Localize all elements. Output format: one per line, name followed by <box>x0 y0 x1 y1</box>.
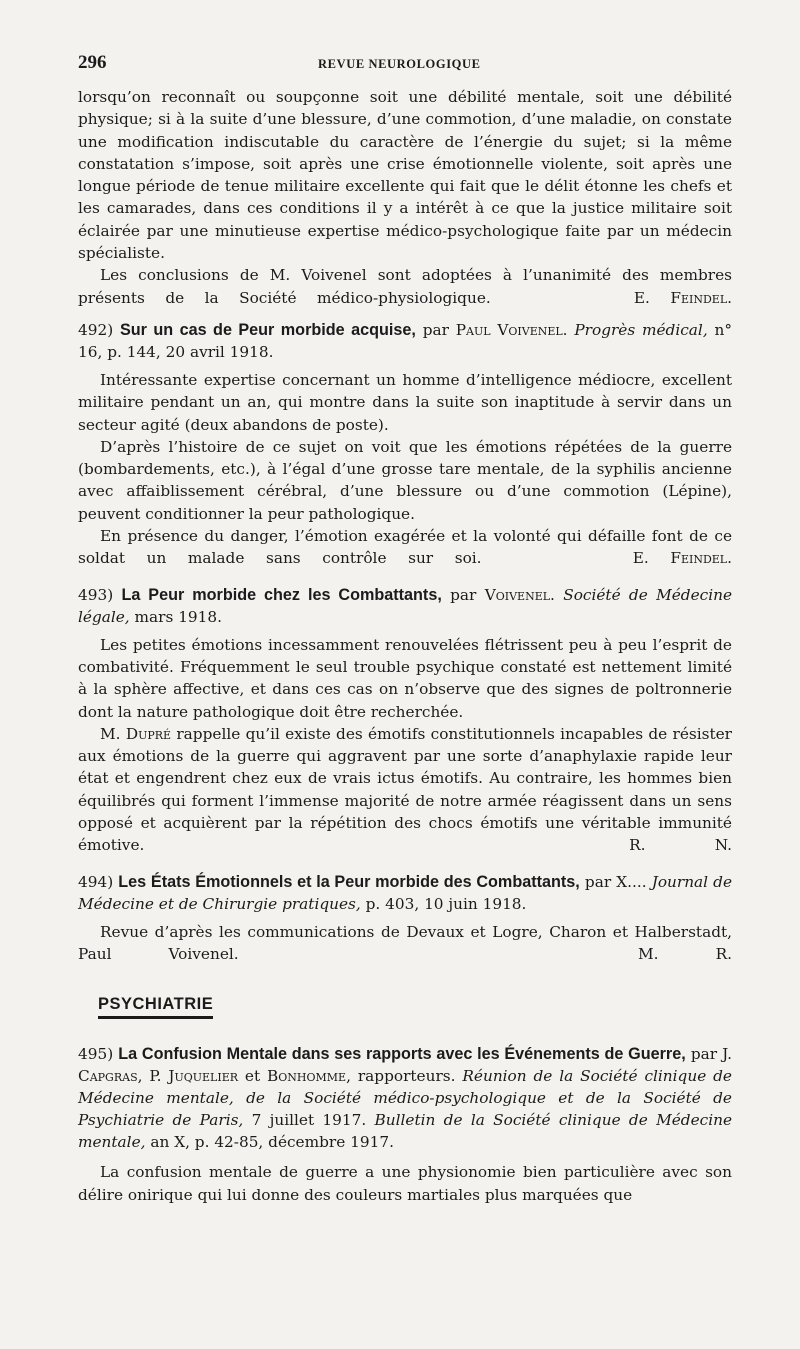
entry-author: Paul Voivenel. <box>455 320 568 339</box>
entry-by: par <box>584 872 612 891</box>
entry-author: J. Capgras, <box>78 1045 732 1086</box>
entry-heading <box>78 584 732 628</box>
entry-title: Sur un cas de Peur morbide acquise, <box>119 320 416 339</box>
entry-paragraph-text: En présence du danger, l’émotion exagérée et la volonté qui défaille font de ce soldat un malade sans contrôle sur soi. <box>78 527 732 568</box>
entry-source: Progrès médical, <box>574 320 708 339</box>
entry-494 <box>78 871 732 966</box>
entry-date: 7 juillet 1917. <box>251 1111 367 1130</box>
entry-paragraph <box>78 921 732 966</box>
entry-paragraph-text: Revue d’après les communications de Devaux et Logre, Charon et Halberstadt, Paul Voivenel. <box>78 922 732 963</box>
entry-title: Les États Émotionnels et la Peur morbide des Combattants, <box>118 872 580 891</box>
entry-heading <box>78 1043 732 1153</box>
entry-details: n° 16, p. 144, 20 avril 1918. <box>78 320 733 361</box>
entry-492 <box>78 319 732 570</box>
entry-author: P. Juquelier <box>149 1067 239 1086</box>
entry-heading <box>78 871 732 915</box>
entry-paragraph <box>78 723 732 857</box>
entry-paragraph-text: rappelle qu’il existe des émotifs constitutionnels incapables de résister aux émotions de la guerre qui aggravent par une sorte d’anaphylaxie rapide leur état et engendrent chez eux de vrais ictus émotifs. Au contraire, les hommes bien équilibrés qui forment l’immense majorité de notre armée réagissent dans un sens opposé et acquièrent par la répétition des chocs émotifs une véritable immunité émotive. <box>78 724 732 855</box>
entry-heading <box>78 319 732 363</box>
entry-by: par <box>690 1045 718 1064</box>
entry-number: 495) <box>78 1045 114 1064</box>
entry-details: p. 403, 10 juin 1918. <box>365 894 527 913</box>
entry-number: 494) <box>78 872 114 891</box>
entry-by: par <box>450 585 477 604</box>
entry-details: mars 1918. <box>134 607 222 626</box>
entry-title: La Confusion Mentale dans ses rapports avec les Événements de Guerre, <box>118 1045 686 1064</box>
entry-by: par <box>422 320 449 339</box>
intro-paragraph-2 <box>78 264 732 309</box>
entry-number: 492) <box>78 320 114 339</box>
entry-bulletin-details: an X, p. 42-85, décembre 1917. <box>150 1133 394 1152</box>
entry-495 <box>78 1043 732 1206</box>
entry-author: X.... <box>616 872 647 891</box>
entry-493 <box>78 584 732 857</box>
entry-paragraph-name: Dupré <box>125 724 172 743</box>
entry-author: Voivenel. <box>484 585 555 604</box>
entry-paragraph: Intéressante expertise concernant un homme d’intelligence médiocre, excellent militaire pendant un an, qui montre dans la suite son inaptitude à servir dans un secteur agité (deux abandons de poste). <box>78 370 732 434</box>
entry-paragraph <box>78 525 732 570</box>
signature: E. Feindel. <box>633 288 732 307</box>
entry-title: La Peur morbide chez les Combattants, <box>121 585 442 604</box>
section-title: PSYCHIATRIE <box>98 995 213 1019</box>
signature: M. R. <box>638 944 732 963</box>
page-number: 296 <box>78 52 107 73</box>
running-head: REVUE NEUROLOGIQUE <box>318 57 481 71</box>
entry-bulletin: Bulletin de la Société clinique de Médecine mentale, <box>78 1111 732 1152</box>
intro-paragraph-2-text: Les conclusions de M. Voivenel sont adoptées à l’unanimité des membres présents de la Société médico-physiologique. <box>78 266 732 307</box>
entry-role: rapporteurs. <box>357 1067 456 1086</box>
entry-number: 493) <box>78 585 114 604</box>
entry-paragraph-prefix: M. <box>100 724 121 743</box>
entry-source: Réunion de la Société clinique de Médecine mentale, de la Société médico-psychologique et de la Société de Psychiatrie de Paris, <box>78 1067 732 1130</box>
entry-paragraph: D’après l’histoire de ce sujet on voit que les émotions répétées de la guerre (bombardements, etc.), à l’égal d’une grosse tare mentale, de la syphilis ancienne avec affaiblissement cérébral, d’une blessure ou d’une commotion (Lépine), peuvent conditionner la peur pathologique. <box>78 437 732 523</box>
signature: R. N. <box>629 836 732 855</box>
entry-paragraph: Les petites émotions incessamment renouvelées flétrissent peu à peu l’esprit de combativité. Fréquemment le seul trouble psychique constaté est nettement limité à la sphère affective, et dans ces cas on n’observe que des signes de poltronnerie dont la nature pathologique doit être recherchée. <box>78 635 732 721</box>
entry-and: et <box>244 1067 261 1086</box>
entry-paragraph: La confusion mentale de guerre a une physionomie bien particulière avec son délire onirique qui lui donne des couleurs martiales plus marquées que <box>78 1163 732 1204</box>
entry-source: Société de Médecine légale, <box>78 585 732 626</box>
entry-author: Bonhomme, <box>267 1067 351 1086</box>
intro-paragraph-1: lorsqu’on reconnaît ou soupçonne soit une débilité mentale, soit une débilité physique; si à la suite d’une blessure, d’une commotion, d’une maladie, on constate une modification indiscutable du caractère de l’énergie du sujet; si la même constatation s’impose, soit après une crise émotionnelle violente, soit après une longue période de tenue militaire excellente qui fait que le délit étonne les chefs et les camarades, dans ces conditions il y a intérêt à ce que la justice militaire soit éclairée par une minutieuse expertise médico-psychologique faite par un médecin spécialiste. <box>78 88 732 263</box>
page-header <box>78 52 732 86</box>
signature: E. Feindel. <box>632 549 732 568</box>
entry-source: Journal de Médecine et de Chirurgie pratiques, <box>78 872 733 913</box>
